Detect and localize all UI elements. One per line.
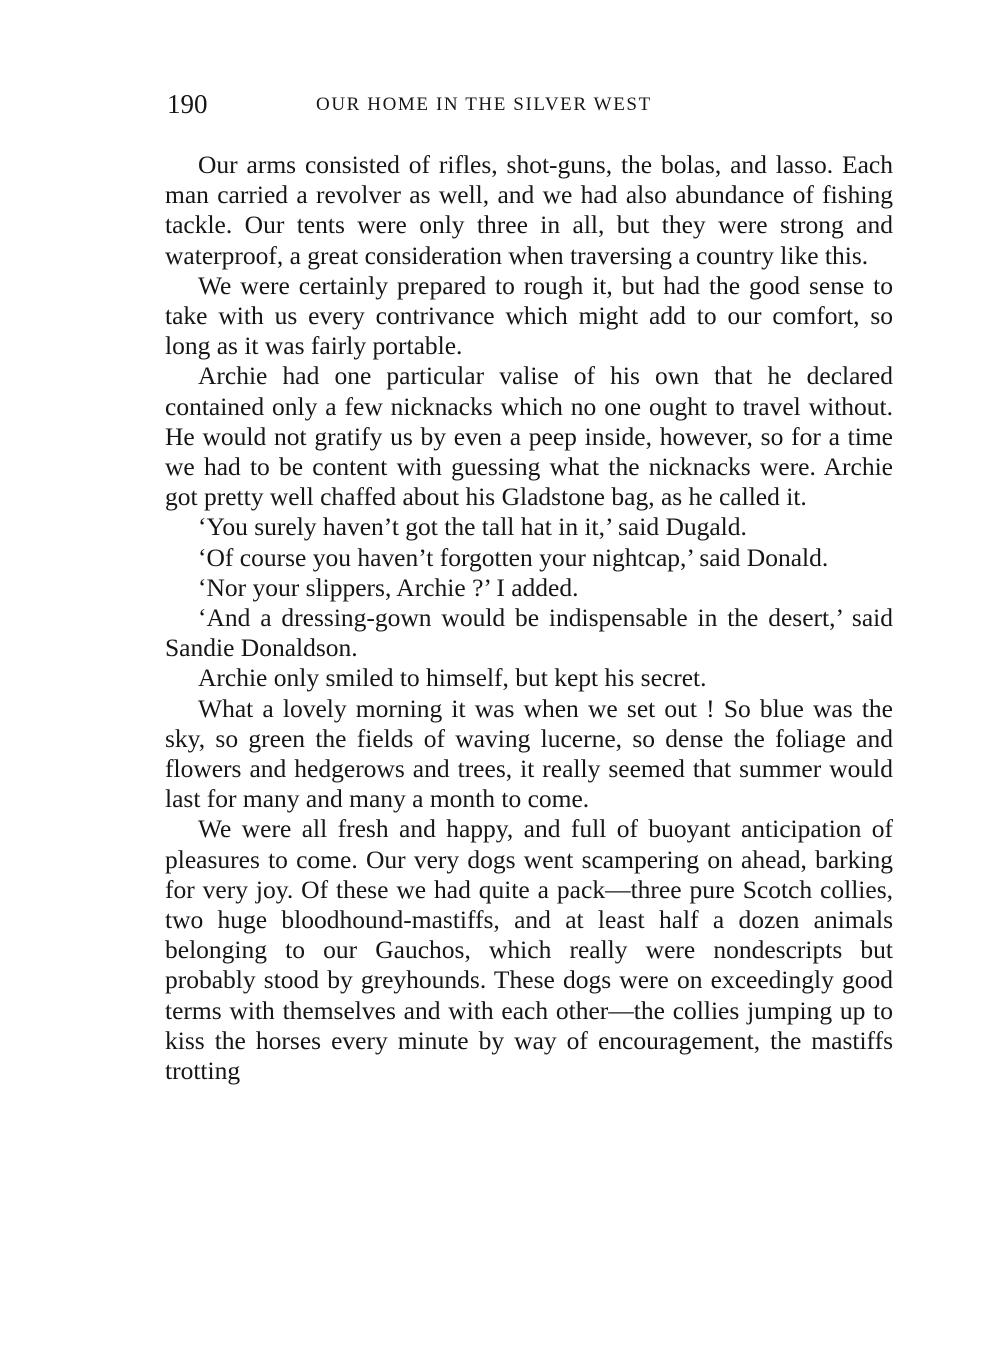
page-header [165,88,893,120]
paragraph: ‘You surely haven’t got the tall hat in it,’ said Dugald. [198,512,747,542]
paragraph: We were all fresh and happy, and full of buoyant anticipation of pleasures to come. Our very dogs went scampering on ahead, barking for very joy. Of these we had quite a pack—three pure Scotch collies, two huge bloodhound-mastiffs, and at least half a dozen animals belonging to our Gauchos, which really were nondescripts but probably stood by greyhounds. These dogs were on exceedingly good terms with themselves and with each other—the collies jumping up to kiss the horses every minute by way of encouragement, the mastiffs trotting [165,814,893,1086]
page-number: 190 [167,89,208,119]
paragraph: ‘Of course you haven’t forgotten your nightcap,’ said Donald. [198,542,829,572]
paragraph: Archie only smiled to himself, but kept his secret. [198,663,707,693]
running-title: OUR HOME IN THE SILVER WEST [316,94,652,115]
paragraph: We were certainly prepared to rough it, but had the good sense to take with us every contrivance which might add to our comfort, so long as it was fairly portable. [165,270,893,361]
paragraph: ‘And a dressing-gown would be indispensable in the desert,’ said Sandie Donaldson. [165,603,893,663]
book-page [165,88,893,1086]
paragraph: Archie had one particular valise of his own that he declared contained only a few nicknacks which no one ought to travel without. He would not gratify us by even a peep inside, however, so for a time we had to be content with guessing what the nicknacks were. Archie got pretty well chaffed about his Gladstone bag, as he called it. [165,361,893,512]
paragraph: What a lovely morning it was when we set out ! So blue was the sky, so green the fields of waving lucerne, so dense the foliage and flowers and hedgerows and trees, it really seemed that summer would last for many and many a month to come. [165,693,893,814]
paragraph: Our arms consisted of rifles, shot-guns, the bolas, and lasso. Each man carried a revolver as well, and we had also abundance of fishing tackle. Our tents were only three in all, but they were strong and waterproof, a great consideration when traversing a country like this. [165,150,893,270]
paragraph: ‘Nor your slippers, Archie ?’ I added. [198,572,579,602]
body-text [165,150,893,1086]
